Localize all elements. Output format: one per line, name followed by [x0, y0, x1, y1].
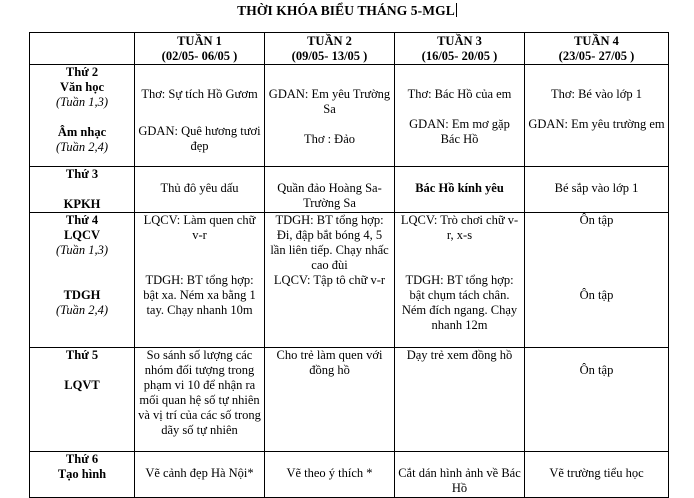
activity-cell: [395, 65, 525, 167]
activity-text: GDAN: Em mơ gặp Bác Hồ: [409, 117, 510, 146]
activity-text: Ôn tập: [579, 363, 614, 377]
activity-text: Thơ: Bé vào lớp 1: [551, 87, 642, 101]
week-dates: (02/05- 06/05 ): [161, 49, 238, 63]
day-label: Thứ 5: [65, 348, 99, 362]
activity-cell: [265, 213, 395, 348]
activity-cell: [395, 348, 525, 452]
activity-cell: [525, 65, 669, 167]
activity-cell: [525, 348, 669, 452]
corner-cell: [30, 33, 135, 65]
activity-cell: [395, 167, 525, 213]
activity-cell: [525, 167, 669, 213]
day-cell-thu-5: [30, 348, 135, 452]
activity-text: TDGH: BT tổng hợp: Đi, đập bắt bóng 4, 5 lần liên tiếp. Chạy nhấc cao đùi: [270, 213, 389, 272]
activity-text: So sánh số lượng các nhóm đối tượng trong phạm vi 10 để nhận ra mối quan hệ số tự nhiên và vị trí của các số trong dãy số tự nhiên: [138, 348, 261, 437]
activity-text: Cắt dán hình ảnh về Bác Hồ: [398, 466, 521, 495]
activity-text: Bác Hồ kính yêu: [415, 181, 504, 195]
activity-text: Dạy trẻ xem đồng hồ: [406, 348, 513, 362]
activity-cell: [265, 167, 395, 213]
activity-text: Ôn tập: [579, 213, 614, 227]
day-cell-thu-2: [30, 65, 135, 167]
activity-text: Vẽ theo ý thích *: [286, 466, 373, 480]
row-thu-3: [30, 167, 669, 213]
row-thu-4: [30, 213, 669, 348]
week-header-1: [135, 33, 265, 65]
activity-cell: [525, 213, 669, 348]
subject-label: KPKH: [63, 197, 101, 211]
activity-text: LQCV: Trò chơi chữ v-r, x-s: [400, 213, 519, 242]
activity-cell: [135, 348, 265, 452]
activity-text: Vẽ trường tiểu học: [549, 466, 644, 480]
activity-text: Thơ: Sự tích Hồ Gươm: [141, 87, 258, 101]
activity-text: Ôn tập: [579, 288, 614, 302]
week-header-4: [525, 33, 669, 65]
row-thu-2: [30, 65, 669, 167]
activity-text: Thủ đô yêu dấu: [160, 181, 239, 195]
week-label: TUẦN 1: [177, 34, 222, 48]
week-note: (Tuần 2,4): [55, 140, 109, 154]
day-label: Thứ 6: [65, 452, 99, 466]
activity-cell: [395, 213, 525, 348]
subject-label: TDGH: [63, 288, 101, 302]
week-dates: (23/05- 27/05 ): [558, 49, 635, 63]
week-note: (Tuần 1,3): [55, 243, 109, 257]
week-dates: (16/05- 20/05 ): [421, 49, 498, 63]
activity-text: LQCV: Làm quen chữ v-r: [143, 213, 256, 242]
day-cell-thu-6: [30, 452, 135, 498]
subject-label: Tạo hình: [57, 467, 107, 481]
subject-label: LQCV: [63, 228, 101, 242]
activity-text: Thơ : Đảo: [303, 132, 356, 146]
subject-label: LQVT: [64, 378, 100, 392]
activity-text: GDAN: Em yêu Trường Sa: [268, 87, 391, 116]
subject-label: Văn học: [59, 80, 105, 94]
week-label: TUẦN 4: [574, 34, 619, 48]
activity-text: Quần đảo Hoàng Sa-Trường Sa: [277, 181, 382, 210]
activity-cell: [135, 167, 265, 213]
day-label: Thứ 2: [65, 65, 99, 79]
page-title: [0, 3, 694, 19]
week-note: (Tuần 1,3): [55, 95, 109, 109]
day-cell-thu-4: [30, 213, 135, 348]
text-cursor: [456, 3, 457, 17]
activity-text: TDGH: BT tổng hợp: bật chụm tách chân. Ném đích ngang. Chạy nhanh 12m: [401, 273, 518, 332]
week-label: TUẦN 2: [307, 34, 352, 48]
activity-text: GDAN: Quê hương tươi đẹp: [138, 124, 261, 153]
week-note: (Tuần 2,4): [55, 303, 109, 317]
activity-text: Thơ: Bác Hồ của em: [407, 87, 512, 101]
week-label: TUẦN 3: [437, 34, 482, 48]
day-label: Thứ 3: [65, 167, 99, 181]
activity-text: Bé sắp vào lớp 1: [554, 181, 639, 195]
day-cell-thu-3: [30, 167, 135, 213]
activity-cell: [135, 213, 265, 348]
activity-text: GDAN: Em yêu trường em: [528, 117, 665, 131]
day-label: Thứ 4: [65, 213, 99, 227]
activity-cell: [135, 452, 265, 498]
activity-text: TDGH: BT tổng hợp: bật xa. Ném xa bằng 1 tay. Chạy nhanh 10m: [143, 273, 256, 317]
activity-text: Cho trẻ làm quen với đồng hồ: [276, 348, 383, 377]
activity-text: LQCV: Tập tô chữ v-r: [273, 273, 386, 287]
activity-cell: [395, 452, 525, 498]
activity-cell: [135, 65, 265, 167]
activity-cell: [265, 348, 395, 452]
page-title-text: THỜI KHÓA BIỂU THÁNG 5-MGL: [237, 3, 455, 18]
subject-label: Âm nhạc: [57, 125, 107, 139]
activity-text: Vẽ cảnh đẹp Hà Nội*: [145, 466, 254, 480]
week-header-2: [265, 33, 395, 65]
week-header-3: [395, 33, 525, 65]
activity-cell: [265, 65, 395, 167]
row-thu-6: [30, 452, 669, 498]
timetable: [29, 32, 669, 498]
row-thu-5: [30, 348, 669, 452]
activity-cell: [265, 452, 395, 498]
activity-cell: [525, 452, 669, 498]
week-dates: (09/05- 13/05 ): [291, 49, 368, 63]
header-row: [30, 33, 669, 65]
